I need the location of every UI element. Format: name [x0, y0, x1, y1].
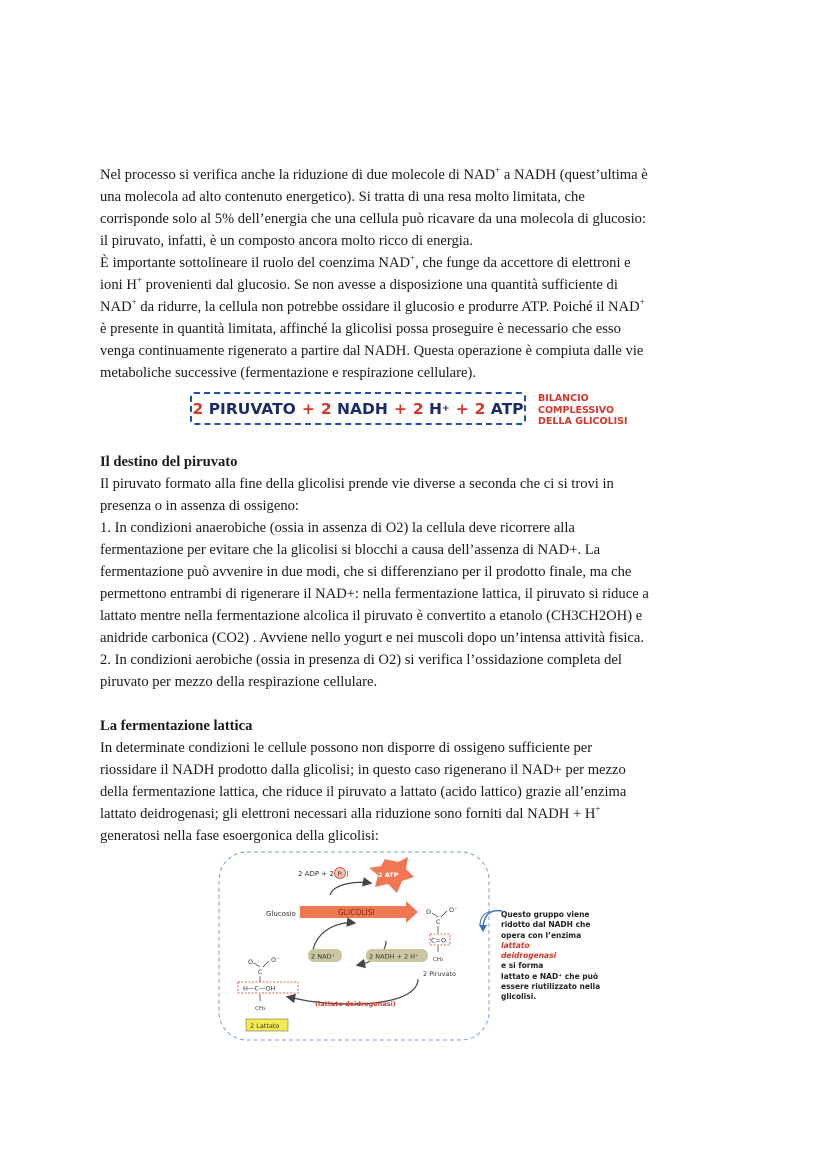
pyr-co: C=O [431, 936, 447, 945]
glicolisi-label: GLICOLISI [338, 908, 375, 917]
text-line: NAD+ da ridurre, la cellula non potrebbe ossidare il glucosio e produrre ATP. Poiché il NAD+ [100, 297, 645, 315]
pyr-ch3: CH₃ [433, 957, 444, 963]
text-line: il piruvato, infatti, è un composto ancora molto ricco di energia. [100, 233, 473, 249]
adp-label: 2 ADP + 2 [298, 870, 334, 878]
text-line: generatosi nella fase esoergonica della glicolisi: [100, 828, 379, 844]
lac-o: O [248, 958, 254, 966]
glucosio-label: Glucosio [266, 910, 296, 918]
nad-label: 2 NAD⁺ [311, 952, 335, 961]
text-line: della fermentazione lattica, che riduce il piruvato a lattato (acido lattico) grazie all’enzima [100, 784, 627, 800]
text-line: 1. In condizioni anaerobiche (ossia in assenza di O2) la cellula deve ricorrere alla [100, 520, 575, 536]
piruvato-paragraph [100, 473, 732, 693]
pyr-bond [432, 913, 438, 917]
text-line: ioni H+ provenienti dal glucosio. Se non avesse a disposizione una quantità sufficiente di [100, 275, 618, 293]
text-line: Il piruvato formato alla fine della glicolisi prende vie diverse a seconda che ci si trovi in [100, 476, 614, 492]
lac-bond [254, 963, 260, 967]
pyr-o-minus: O⁻ [449, 906, 458, 914]
section-title-piruvato: Il destino del piruvato [100, 454, 238, 470]
pi-label: Pi [337, 870, 343, 878]
text-line: È importante sottolineare il ruolo del coenzima NAD+, che funge da accettore di elettroni e [100, 253, 631, 271]
enzyme-label: (lattato deidrogenasi) [315, 1000, 396, 1008]
pyr-o: O [426, 908, 432, 916]
lac-bond [263, 961, 269, 967]
text-line: anidride carbonica (CO2) . Avviene nello yogurt e nei muscoli dopo un’intensa attività fisica. [100, 630, 645, 646]
atp-arrow [330, 882, 370, 895]
text-line: è presente in quantità limitata, affinché la glicolisi possa proseguire è necessario che esso [100, 321, 621, 337]
pyr-c: C [436, 919, 441, 926]
text-line: Nel processo si verifica anche la riduzione di due molecole di NAD+ a NADH (quest’ultima è [100, 165, 648, 183]
pyr-bond [441, 911, 447, 917]
glycolysis-balance-equation: 2 PIRUVATO + 2 NADH + 2 H + + 2 ATP [190, 392, 526, 425]
atp-label: 2 ATP [378, 871, 399, 879]
text-line: In determinate condizioni le cellule possono non disporre di ossigeno sufficiente per [100, 740, 593, 756]
lac-c: C [258, 969, 263, 976]
fermentazione-paragraph [100, 737, 732, 847]
text-line: una molecola ad alto contenuto energetico). Si tratta di una resa molto limitata, che [100, 189, 585, 205]
text-line: permettono entrambi di rigenerare il NAD+: nella fermentazione lattica, il piruvato si riduce a [100, 586, 649, 602]
text-line: lattato mentre nella fermentazione alcolica il piruvato è convertito a etanolo (CH3CH2OH) e [100, 608, 643, 624]
balance-label: BILANCIO COMPLESSIVO DELLA GLICOLISI [538, 393, 628, 427]
text-line: lattato deidrogenasi; gli elettroni necessari alla riduzione sono forniti dal NADH + H+ [100, 804, 601, 822]
text-line: fermentazione può avvenire in due modi, che si differenziano per il prodotto finale, ma che [100, 564, 632, 580]
piruvato-label: 2 Piruvato [423, 970, 456, 978]
nadh-label: 2 NADH + 2 H⁺ [369, 952, 419, 961]
lactic-fermentation-diagram [218, 851, 490, 1041]
lac-o-minus: O⁻ [271, 956, 280, 964]
text-line: fermentazione per evitare che la glicolisi si blocchi a causa dell’assenza di NAD+. La [100, 542, 601, 558]
text-line: presenza o in assenza di ossigeno: [100, 498, 299, 514]
text-line: piruvato per mezzo della respirazione cellulare. [100, 674, 378, 690]
text-line: riossidare il NADH prodotto dalla glicolisi; in questo caso rigenerano il NAD+ per mezzo [100, 762, 626, 778]
text-line: corrisponde solo al 5% dell’energia che una cellula può ricavare da una molecola di glucosio: [100, 211, 646, 227]
lac-ch3: CH₃ [255, 1006, 266, 1012]
lattato-label: 2 Lattato [250, 1022, 280, 1030]
reduction-note: Questo gruppo viene ridotto dal NADH che opera con l’enzima lattato deidrogenasi e si forma lattato e NAD⁺ che può essere riutilizzato nella glicolisi. [501, 910, 601, 1002]
intro-paragraph [100, 164, 732, 384]
text-line: metaboliche successive (fermentazione e respirazione cellulare). [100, 365, 476, 381]
section-title-fermentazione: La fermentazione lattica [100, 718, 253, 734]
lac-hcoh: H—C—OH [243, 984, 276, 993]
paren-close: ) [346, 870, 349, 878]
text-line: venga continuamente rigenerato a partire dal NADH. Questa operazione è compiuta dalle vie [100, 343, 644, 359]
text-line: 2. In condizioni aerobiche (ossia in presenza di O2) si verifica l’ossidazione completa del [100, 652, 622, 668]
